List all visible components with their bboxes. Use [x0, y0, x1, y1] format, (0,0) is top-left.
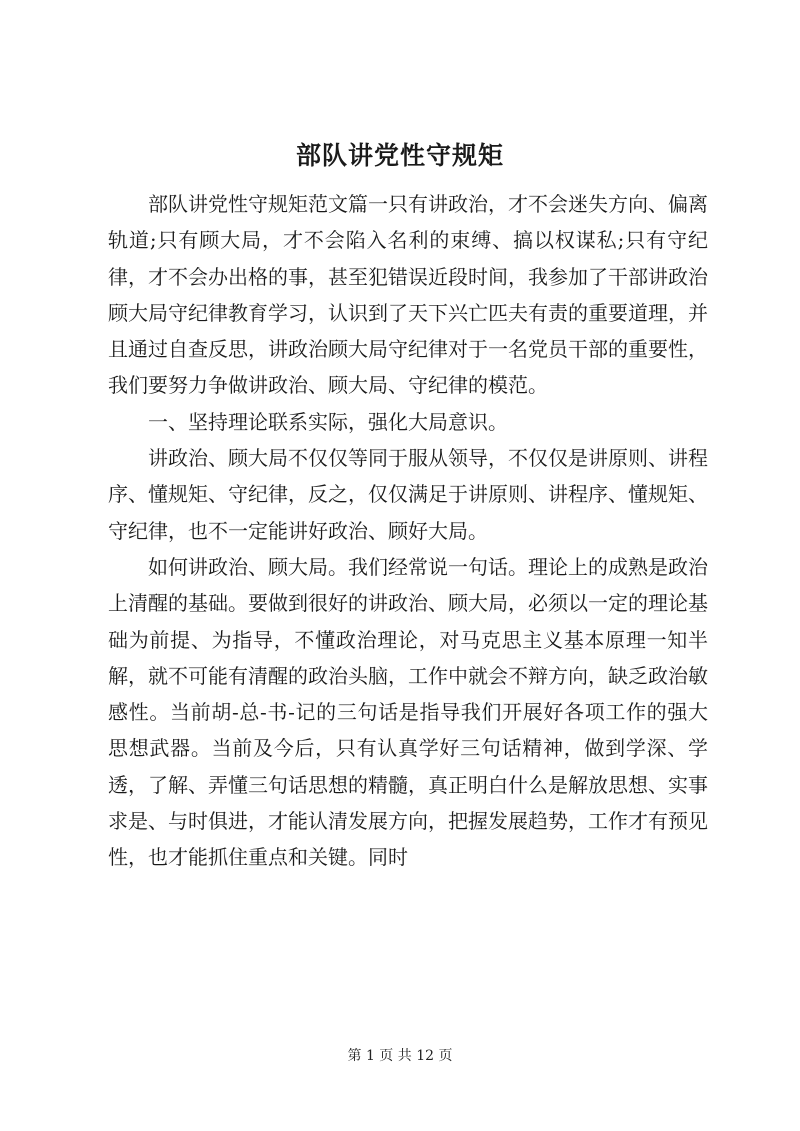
- paragraph-intro: 部队讲党性守规矩范文篇一只有讲政治，才不会迷失方向、偏离轨道;只有顾大局，才不会陷入名利的束缚、搞以权谋私;只有守纪律，才不会办出格的事，甚至犯错误近段时间，我参加了干部讲政治顾大局守纪律教育学习，认识到了天下兴亡匹夫有责的重要道理，并且通过自查反思，讲政治顾大局守纪律对于一名党员干部的重要性，我们要努力争做讲政治、顾大局、守纪律的模范。: [108, 192, 708, 398]
- paragraph-theory: 如何讲政治、顾大局。我们经常说一句话。理论上的成熟是政治上清醒的基础。要做到很好的讲政治、顾大局，必须以一定的理论基础为前提、为指导，不懂政治理论，对马克思主义基本原理一知半解，就不可能有清醒的政治头脑，工作中就会不辩方向，缺乏政治敏感性。当前胡-总-书-记的三句话是指导我们开展好各项工作的强大思想武器。当前及今后，只有认真学好三句话精神，做到学深、学透，了解、弄懂三句话思想的精髓，真正明白什么是解放思想、实事求是、与时俱进，才能认清发展方向，把握发展趋势，工作才有预见性，也才能抓住重点和关键。同时: [108, 554, 708, 870]
- page-title: 部队讲党性守规矩: [295, 141, 504, 170]
- document-body: [108, 186, 708, 876]
- page-footer: 第 1 页 共 12 页: [347, 1048, 453, 1064]
- paragraph-politics: 讲政治、顾大局不仅仅等同于服从领导，不仅仅是讲原则、讲程序、懂规矩、守纪律，反之，仅仅满足于讲原则、讲程序、懂规矩、守纪律，也不一定能讲好政治、顾好大局。: [108, 446, 708, 543]
- paragraph-section-heading: 一、坚持理论联系实际，强化大局意识。: [148, 409, 508, 434]
